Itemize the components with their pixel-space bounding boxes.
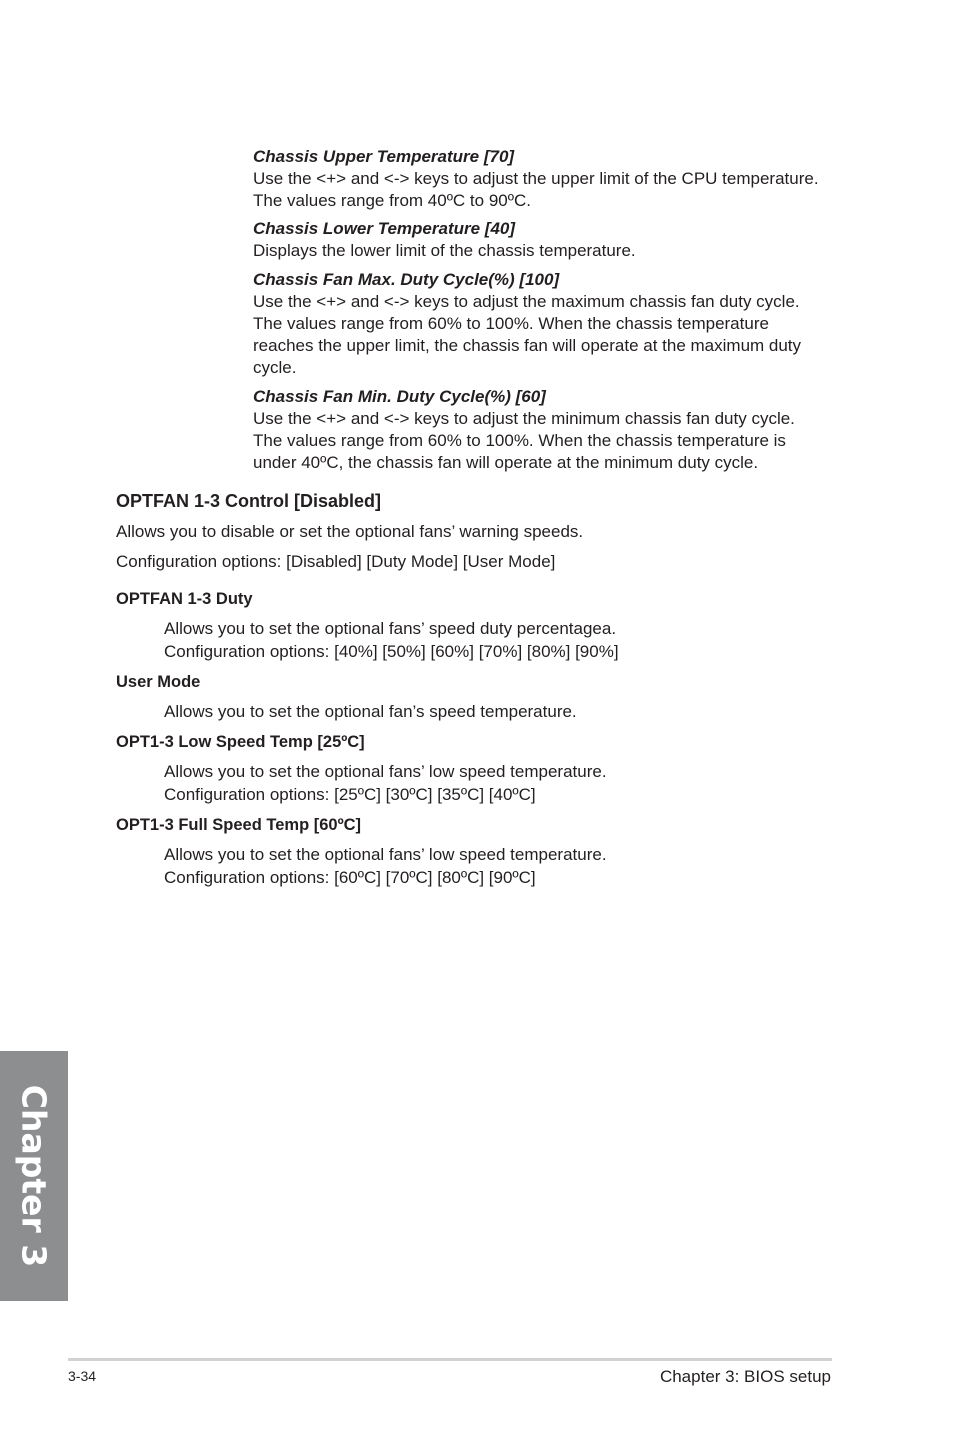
chapter-tab-label: Chapter 3 [14,1084,54,1268]
chassis-upper-temp-desc-2: The values range from 40ºC to 90ºC. [253,191,531,210]
optfan-duty-desc [164,618,619,663]
chassis-upper-temp-desc-1: Use the <+> and <-> keys to adjust the upper limit of the CPU temperature. [253,169,819,188]
user-mode-desc: Allows you to set the optional fan’s speed temperature. [164,702,577,721]
chassis-fan-max-desc-2: The values range from 60% to 100%. When the chassis temperature [253,314,769,333]
page-number: 3-34 [68,1368,97,1384]
chassis-fan-max-desc-4: cycle. [253,358,297,377]
chassis-upper-temp-title: Chassis Upper Temperature [70] [253,147,515,166]
chassis-fan-min-item [253,386,843,474]
footer-chapter-title: Chapter 3: BIOS setup [659,1367,831,1386]
low-speed-temp-config: Configuration options: [25ºC] [30ºC] [35ºC] [40ºC] [164,784,536,804]
chassis-fan-min-desc-3: under 40ºC, the chassis fan will operate at the minimum duty cycle. [253,453,759,472]
chassis-fan-min-desc-2: The values range from 60% to 100%. When the chassis temperature is [253,431,786,450]
chassis-fan-max-item [253,269,843,379]
optfan-duty-desc-1: Allows you to set the optional fans’ speed duty percentagea. [164,619,617,638]
chassis-lower-temp-item [253,218,843,262]
optfan-control-desc: Allows you to disable or set the optional fans’ warning speeds. [116,522,584,541]
optfan-control-config: Configuration options: [Disabled] [Duty Mode] [User Mode] [116,552,556,571]
optfan-duty-heading: OPTFAN 1-3 Duty [116,590,253,608]
chassis-fan-min-title: Chassis Fan Min. Duty Cycle(%) [60] [253,387,546,406]
chassis-lower-temp-desc-1: Displays the lower limit of the chassis temperature. [253,241,636,260]
low-speed-temp-heading: OPT1-3 Low Speed Temp [25ºC] [116,733,365,751]
chassis-fan-max-title: Chassis Fan Max. Duty Cycle(%) [100] [253,270,560,289]
chassis-fan-min-desc-1: Use the <+> and <-> keys to adjust the minimum chassis fan duty cycle. [253,409,795,428]
chassis-lower-temp-title: Chassis Lower Temperature [40] [253,219,516,238]
optfan-duty-config: Configuration options: [40%] [50%] [60%] [70%] [80%] [90%] [164,641,619,661]
low-speed-temp-desc-1: Allows you to set the optional fans’ low speed temperature. [164,762,607,781]
full-speed-temp-config: Configuration options: [60ºC] [70ºC] [80ºC] [90ºC] [164,867,536,887]
chassis-upper-temp-item [253,146,843,212]
low-speed-temp-desc [164,761,607,806]
chassis-fan-max-desc-1: Use the <+> and <-> keys to adjust the maximum chassis fan duty cycle. [253,292,800,311]
user-mode-heading: User Mode [116,673,201,691]
footer-divider [68,1358,832,1361]
full-speed-temp-heading: OPT1-3 Full Speed Temp [60ºC] [116,816,362,834]
chassis-fan-max-desc-3: reaches the upper limit, the chassis fan will operate at the maximum duty [253,336,802,355]
full-speed-temp-desc [164,844,607,889]
full-speed-temp-desc-1: Allows you to set the optional fans’ low speed temperature. [164,845,607,864]
optfan-control-heading: OPTFAN 1-3 Control [Disabled] [116,491,382,511]
chapter-tab [0,1051,68,1301]
